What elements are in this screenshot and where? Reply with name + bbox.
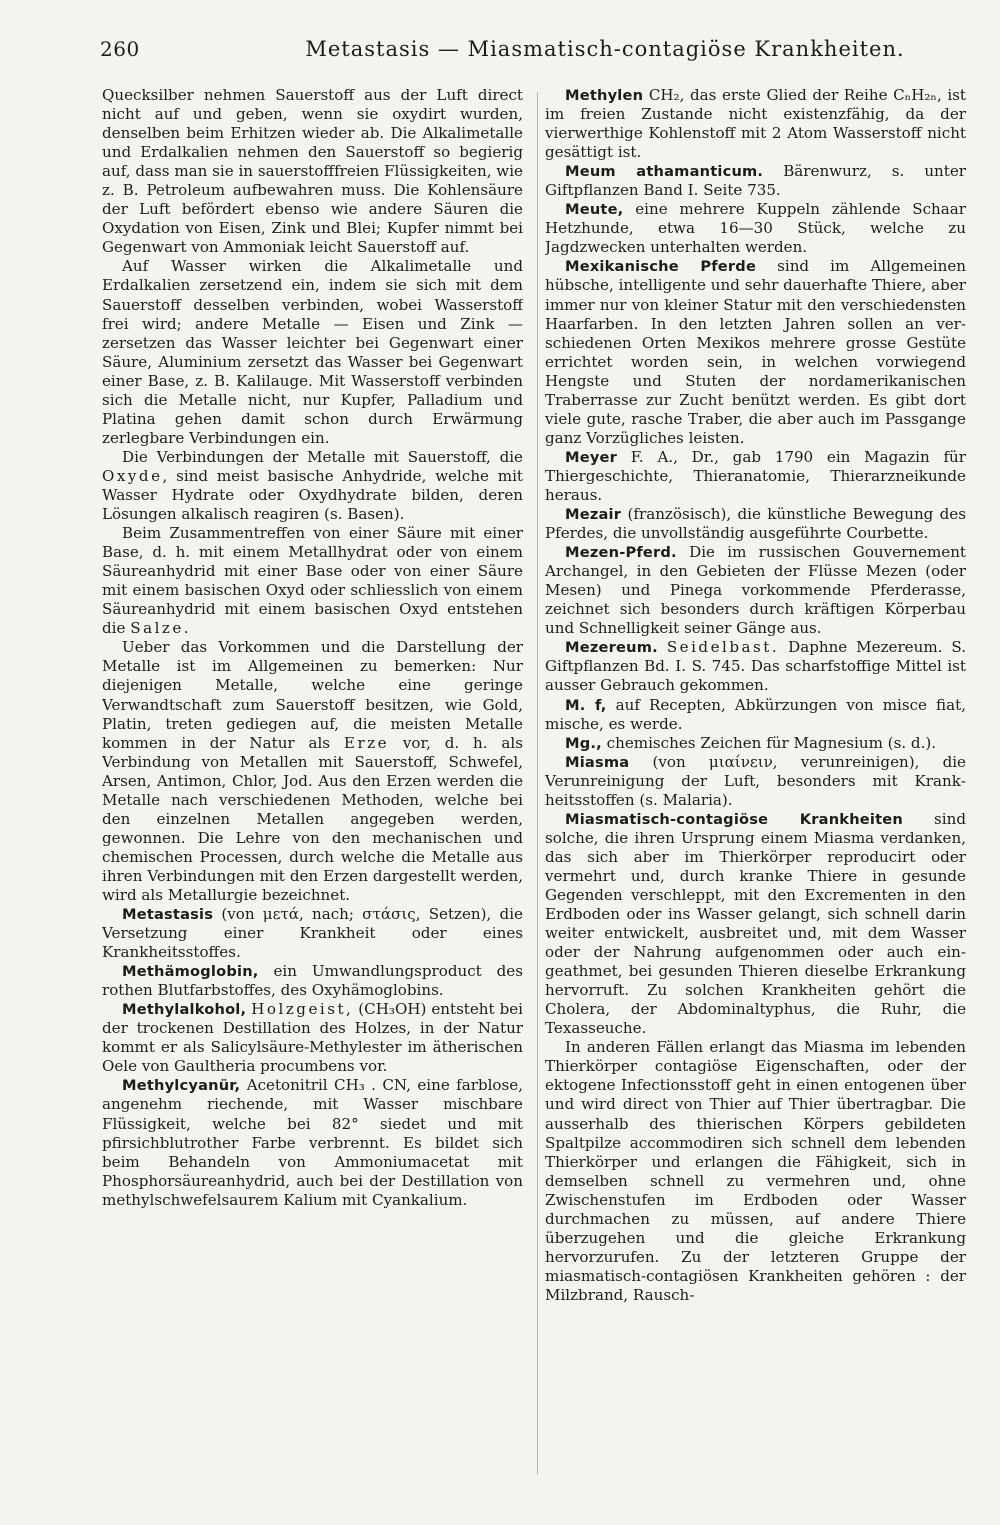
salts-text-1: Beim Zusammentreffen von einer Säure mit einer Base, d. h. mit einem Metallhydrat oder von einem Säureanhydrid mit einer Base oder von einer Säure mit einem basischen Oxyd oder schliesslich von einem Säureanhydrid mit einem basischen Oxyd entstehen die [102,524,523,638]
entry-text-methaemoglobin: ein Umwandlungsproduct des rothen Blutfarbstoffes, des Oxyhämoglobins. [102,962,523,1000]
headword-mf: M. f, [565,696,607,714]
page-header [100,34,960,68]
term-seidelbast: Seidelbast. [666,638,780,657]
headword-mezen-pferd: Mezen-Pferd. [565,544,677,562]
right-column [545,86,966,1486]
headword-mezair: Mezair [565,506,622,524]
entry-text-mezereum: Daphne Mezereum. S. Giftpflanzen Bd. I. S. 745. Das scharfstoffige Mittel ist ausser Gebrauch gekommen. [545,638,966,695]
entry-mf [545,696,966,734]
term-salze: Salze [130,619,184,638]
headword-meyer: Meyer [565,448,618,466]
entry-text-meum: Bärenwurz, s. unter Giftpflanzen Band I. Seite 735. [545,162,966,200]
headword-mexikanische-pferde: Mexikanische Pferde [565,258,757,276]
oxides-text-2: , sind meist basische Anhydride, welche mit Wasser Hydrate oder Oxydhydrate bilden, deren Lösungen alkalisch reagiren (s. Basen). [102,466,523,524]
column-divider [537,92,538,1475]
headword-meute: Meute, [565,201,624,219]
entry-text-miasmatisch-contagioese-krankheiten: sind solche, die ihren Ursprung einem Miasma verdanken, das sich aber im Thierkörper reproducirt oder vermehrt und, durch kranke Thiere in gesunde Gegenden verschleppt, mit den Excrementen in den Erdboden oder ins Wasser gelangt, sich schnell darin weiter entwickelt, ausbreitet und, mit dem Wasser oder der Nahrung aufgenommen oder auch eingeathmet, bei gesunden Thieren dieselbe Erkrankung hervorruft. Zu solchen Krankheiten gehört die Cholera, der Abdominaltyphus, die Ruhr, die Texasseuche. [545,809,966,1038]
entry-text-mezen-pferd: Die im russischen Gouvernement Archangel, in den Gebieten der Flüsse Mezen (oder Mesen) und Pinega vorkommende Pferderasse, zeichnet sich besonders durch kräftigen Körperbau und Schnelligkeit seiner Gänge aus. [545,543,966,638]
oxides-text-1: Die Verbindungen der Metalle mit Sauerstoff, die [122,447,523,466]
page-number: 260 [100,37,140,61]
paragraph-oxides [102,448,523,524]
headword-methylen: Methylen [565,87,644,104]
entry-text-mezair: (französisch), die künstliche Bewegung des Pferdes, die unvollständig ausgeführte Courbette. [545,505,966,543]
headword-meum: Meum athamanticum. [565,163,764,181]
term-oxyde: Oxyde [102,466,163,485]
entry-text-miasma: (von μιαίνειν, verunreinigen), die Verunreinigung der Luft, besonders mit Krankheitsstoffen (s. Malaria). [545,752,966,809]
entry-meute [545,200,966,257]
entry-text-mexikanische-pferde: sind im Allgemeinen hübsche, intelligente und sehr dauerhafte Thiere, aber immer nur von kleiner Statur mit den verschiedensten Haarfarben. In den letzten Jahren sollen an verschiedenen Orten Mexikos mehrere grosse Gestüte errichtet worden sein, in welchen vorwiegend Hengste und Stuten der nordamerikanischen Traberrasse zur Zucht benützt werden. Es gibt dort viele gute, rasche Traber, die aber auch im Passgange ganz Vorzügliches leisten. [545,257,966,447]
entry-miasmatisch-contagioese-krankheiten [545,810,966,1039]
paragraph-contagion: In anderen Fällen erlangt das Miasma im lebenden Thierkörper contagiöse Eigenschaften, oder der ektogene Infectionsstoff geht in einen entogenen über und wird direct von Thier auf Thier übertragbar. Die ausserhalb des thierischen Körpers gebildeten Spaltpilze accommodiren sich schnell dem lebenden Thierkörper und erlangen die Fähigkeit, sich in demselben schnell zu vermehren und, ohne Zwischenstufen im Erdboden oder Wasser durchmachen zu müssen, auf andere Thiere überzugehen und die gleiche Erkrankung hervorzurufen. Zu der letzteren Gruppe der miasmatisch-contagiösen Krankheiten gehören : der Milzbrand, Rausch- [545,1038,966,1304]
salts-text-2: . [183,619,189,638]
entry-methylalkohol [102,1000,523,1076]
ores-text-1: Ueber das Vorkommen und die Darstellung der Metalle ist im Allgemeinen zu bemerken: Nur diejenigen Metalle, welche eine geringe Verwandtschaft zum Sauerstoff besitzen, wie Gold, Platin, treten gediegen auf, die meisten Metalle kommen in der Natur als [102,638,523,752]
entry-mezereum [545,638,966,695]
headword-methaemoglobin: Methämoglobin, [122,963,259,981]
entry-text-methylcyanuer: Acetonitril CH₃ . CN, eine farblose, angenehm riechende, mit Wasser mischbare Flüssigkeit, welche bei 82° siedet und mit pfirsichblutrother Farbe verbrennt. Es bildet sich beim Behandeln von Ammoniumacetat mit Phosphorsäureanhydrid, auch bei der Destillation von methylschwefelsaurem Kalium mit Cyankalium. [102,1076,523,1209]
paragraph-water: Auf Wasser wirken die Alkalimetalle und Erdalkalien zersetzend ein, indem sie sich mit dem Sauerstoff desselben verbinden, wobei Wasserstoff frei wird; andere Metalle — Eisen und Zink — zersetzen das Wasser leichter bei Gegenwart einer Säure, Aluminium zersetzt das Wasser bei Gegenwart einer Base, z. B. Kalilauge. Mit Wasserstoff verbinden sich die Metalle nicht, nur Kupfer, Palladium und Platina gehen damit schon durch Erwärmung zerlegbare Verbindungen ein. [102,257,523,447]
entry-metastasis [102,905,523,962]
entry-meum [545,162,966,200]
entry-miasma [545,753,966,810]
headword-miasma: Miasma [565,753,630,771]
entry-text-methylalkohol: (CH₃OH) entsteht bei der trockenen Destillation des Holzes, in der Natur kommt er als Salicylsäure-Methylester im ätherischen Oele von Gaultheria procumbens vor. [102,1000,523,1076]
entry-text-mg: chemisches Zeichen für Magnesium (s. d.). [606,733,937,752]
entry-text-meute: eine mehrere Kuppeln zählende Schaar Hetzhunde, etwa 16—30 Stück, welche zu Jagdzwecken unterhalten werden. [545,200,966,257]
entry-text-metastasis: (von μετά, nach; στάσις, Setzen), die Versetzung einer Krankheit oder eines Krankheitsstoffes. [102,905,523,962]
entry-mezen-pferd [545,543,966,638]
headword-methylalkohol: Methylalkohol, [122,1001,247,1019]
running-title: Metastasis — Miasmatisch-contagiöse Krankheiten. [305,37,905,61]
ores-text-2: vor, d. h. als Verbindung von Metallen mit Sauerstoff, Schwefel, Arsen, Antimon, Chlor, Jod. Aus den Erzen werden die Metalle nach verschiedenen Methoden, welche bei den einzelnen Metallen angegeben werden, gewonnen. Die Lehre von den mechanischen und chemischen Processen, durch welche die Metalle aus ihren Verbindungen mit den Erzen dargestellt werden, wird als Metallurgie bezeichnet. [102,733,523,904]
entry-methaemoglobin [102,962,523,1000]
paragraph-ores [102,638,523,905]
entry-mg [545,734,966,753]
entry-text-mf: auf Recepten, Abkürzungen von misce fiat, mische, es werde. [545,695,966,733]
term-holzgeist: Holzgeist, [251,1000,354,1019]
entry-mezair [545,505,966,543]
term-erze: Erze [343,733,390,752]
entry-meyer [545,448,966,505]
entry-mexikanische-pferde [545,257,966,447]
entry-text-meyer: F. A., Dr., gab 1790 ein Magazin für Thiergeschichte, Thieranatomie, Thierarzneikunde heraus. [545,447,966,504]
headword-miasmatisch-contagioese-krankheiten: Miasmatisch-contagiöse Krankheiten [565,810,903,828]
entry-text-methylen: CH₂, das erste Glied der Reihe CₙH₂ₙ, ist im freien Zustande nicht existenzfähig, da der vierwerthige Kohlenstoff mit 2 Atom Wasserstoff nicht gesättigt ist. [545,86,966,162]
entry-methylcyanuer [102,1076,523,1209]
paragraph-salts [102,524,523,638]
headword-metastasis: Metastasis [122,906,214,924]
left-column [102,86,523,1486]
paragraph-oxidation: Quecksilber nehmen Sauerstoff aus der Luft direct nicht auf und geben, wenn sie oxydirt wurden, denselben beim Erhitzen wieder ab. Die Alkalimetalle und Erdalkalien nehmen den Sauerstoff so begierig auf, dass man sie in sauerstofffreien Flüssigkeiten, wie z. B. Petroleum aufbewahren muss. Die Kohlensäure der Luft befördert ebenso wie andere Säuren die Oxydation von Eisen, Zink und Blei; Kupfer nimmt bei Gegenwart von Ammoniak leicht Sauerstoff auf. [102,86,523,257]
headword-methylcyanuer: Methylcyanür, [122,1077,241,1095]
headword-mezereum: Mezereum. [565,639,658,657]
headword-mg: Mg., [565,734,602,752]
entry-methylen [545,86,966,162]
